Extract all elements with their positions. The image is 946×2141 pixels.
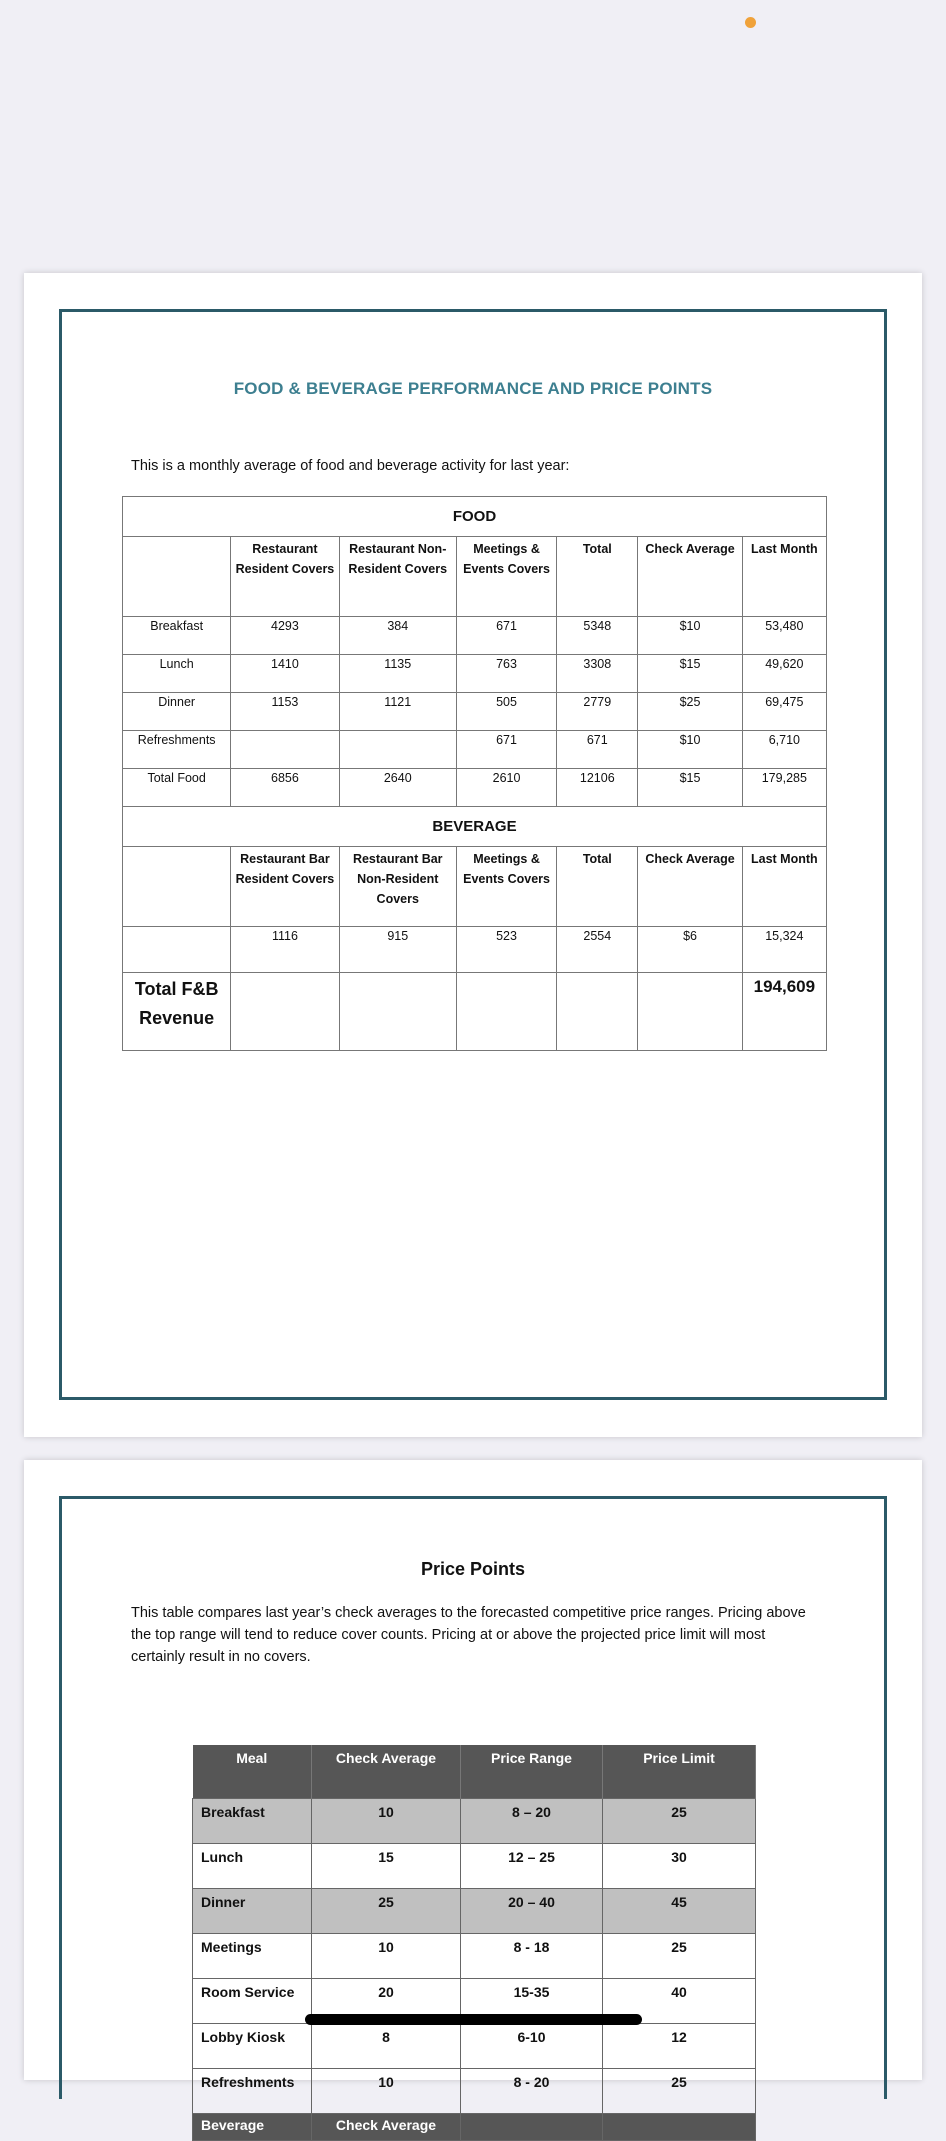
table-cell: 1410 xyxy=(231,655,339,693)
empty-header-cell xyxy=(123,847,231,927)
price-range-cell: 12 – 25 xyxy=(461,1844,603,1889)
table-row xyxy=(193,2024,756,2069)
column-header: Last Month xyxy=(742,847,826,927)
total-revenue-row xyxy=(123,973,827,1051)
beverage-header-row xyxy=(123,847,827,927)
row-label xyxy=(123,927,231,973)
meal-cell: Meetings xyxy=(193,1934,312,1979)
table-cell xyxy=(339,973,456,1051)
column-header: Restaurant Bar Resident Covers xyxy=(231,847,339,927)
price-limit-cell: 25 xyxy=(603,1934,756,1979)
table-row xyxy=(193,1934,756,1979)
column-header: Meal xyxy=(193,1745,312,1799)
table-cell: 1121 xyxy=(339,693,456,731)
table-cell: 2779 xyxy=(557,693,638,731)
price-points-intro: This table compares last year’s check averages to the forecasted competitive price ranges. Pricing above the top range will tend to reduce cover counts. Pricing at or above the projected price limit will most certainly result in no covers. xyxy=(131,1605,806,1665)
food-section-header: FOOD xyxy=(123,497,827,537)
table-cell xyxy=(456,973,556,1051)
table-cell: 1116 xyxy=(231,927,339,973)
empty-header-cell xyxy=(123,537,231,617)
table-cell: $15 xyxy=(638,655,742,693)
beverage-section-header: BEVERAGE xyxy=(123,807,827,847)
table-cell: $15 xyxy=(638,769,742,807)
column-header: Total xyxy=(557,847,638,927)
table-cell: $10 xyxy=(638,731,742,769)
table-cell: 523 xyxy=(456,927,556,973)
table-cell: $25 xyxy=(638,693,742,731)
meal-cell: Room Service xyxy=(193,1979,312,2024)
table-cell xyxy=(557,973,638,1051)
price-limit-cell: 25 xyxy=(603,1799,756,1844)
column-header: Check Average xyxy=(312,1745,461,1799)
table-cell: 671 xyxy=(557,731,638,769)
check-average-cell: 20 xyxy=(312,1979,461,2024)
page-border xyxy=(59,309,887,1400)
column-header: Check Average xyxy=(638,847,742,927)
price-range-cell: 8 - 18 xyxy=(461,1934,603,1979)
table-row xyxy=(193,2069,756,2114)
column-header: Price Range xyxy=(461,1745,603,1799)
document-page-2 xyxy=(24,1460,922,2133)
price-limit-cell: 30 xyxy=(603,1844,756,1889)
total-revenue-label: Total F&B Revenue xyxy=(123,973,231,1051)
price-limit-cell: 12 xyxy=(603,2024,756,2069)
table-row xyxy=(123,693,827,731)
table-cell: 15,324 xyxy=(742,927,826,973)
total-revenue-value: 194,609 xyxy=(742,973,826,1051)
row-label: Total Food xyxy=(123,769,231,807)
row-label: Breakfast xyxy=(123,617,231,655)
table-cell: 1135 xyxy=(339,655,456,693)
table-cell: 179,285 xyxy=(742,769,826,807)
check-average-cell: 8 xyxy=(312,2024,461,2069)
price-points-title: Price Points xyxy=(420,1559,526,1579)
table-row xyxy=(123,617,827,655)
empty-header-cell xyxy=(461,2114,603,2141)
meal-cell: Lunch xyxy=(193,1844,312,1889)
page-border xyxy=(59,1496,887,2133)
price-points-table xyxy=(192,1745,756,2141)
check-average-cell: 10 xyxy=(312,1799,461,1844)
meal-cell: Lobby Kiosk xyxy=(193,2024,312,2069)
table-cell: 2610 xyxy=(456,769,556,807)
price-range-cell: 8 - 20 xyxy=(461,2069,603,2114)
price-points-header-row xyxy=(193,1745,756,1799)
table-cell: $10 xyxy=(638,617,742,655)
price-range-cell: 20 – 40 xyxy=(461,1889,603,1934)
column-header: Price Limit xyxy=(603,1745,756,1799)
fb-performance-table xyxy=(122,496,827,1051)
table-cell: 6856 xyxy=(231,769,339,807)
table-cell: 671 xyxy=(456,731,556,769)
table-cell: 69,475 xyxy=(742,693,826,731)
table-row-total-food xyxy=(123,769,827,807)
price-limit-cell: 45 xyxy=(603,1889,756,1934)
table-cell: 5348 xyxy=(557,617,638,655)
table-cell: 6,710 xyxy=(742,731,826,769)
table-cell: 2640 xyxy=(339,769,456,807)
beverage-row xyxy=(123,927,827,973)
table-cell: 671 xyxy=(456,617,556,655)
status-indicator-dot xyxy=(745,17,756,28)
table-cell: 49,620 xyxy=(742,655,826,693)
column-header: Total xyxy=(557,537,638,617)
document-title: FOOD & BEVERAGE PERFORMANCE AND PRICE POINTS xyxy=(233,379,713,398)
table-cell xyxy=(638,973,742,1051)
table-cell: 4293 xyxy=(231,617,339,655)
table-cell: 384 xyxy=(339,617,456,655)
column-header: Last Month xyxy=(742,537,826,617)
check-average-cell: 10 xyxy=(312,1934,461,1979)
meal-cell: Refreshments xyxy=(193,2069,312,2114)
column-header: Restaurant Bar Non-Resident Covers xyxy=(339,847,456,927)
check-average-cell: 10 xyxy=(312,2069,461,2114)
meal-cell: Breakfast xyxy=(193,1799,312,1844)
table-cell: 2554 xyxy=(557,927,638,973)
check-average-cell: 25 xyxy=(312,1889,461,1934)
price-range-cell: 6-10 xyxy=(461,2024,603,2069)
table-row xyxy=(123,655,827,693)
row-label: Lunch xyxy=(123,655,231,693)
home-indicator-bar[interactable] xyxy=(305,2014,642,2025)
column-header: Meetings & Events Covers xyxy=(456,847,556,927)
column-header: Restaurant Resident Covers xyxy=(231,537,339,617)
price-range-cell: 15-35 xyxy=(461,1979,603,2024)
check-average-cell: 15 xyxy=(312,1844,461,1889)
table-row xyxy=(193,1799,756,1844)
table-row xyxy=(123,731,827,769)
beverage-header-cell: Beverage xyxy=(193,2114,312,2141)
meal-cell: Dinner xyxy=(193,1889,312,1934)
table-cell: 3308 xyxy=(557,655,638,693)
table-cell: 12106 xyxy=(557,769,638,807)
table-cell xyxy=(339,731,456,769)
column-header: Restaurant Non-Resident Covers xyxy=(339,537,456,617)
table-cell xyxy=(231,731,339,769)
intro-text: This is a monthly average of food and beverage activity for last year: xyxy=(131,458,570,474)
table-row xyxy=(193,1889,756,1934)
price-limit-cell: 25 xyxy=(603,2069,756,2114)
column-header: Meetings & Events Covers xyxy=(456,537,556,617)
price-range-cell: 8 – 20 xyxy=(461,1799,603,1844)
column-header: Check Average xyxy=(638,537,742,617)
document-page-1 xyxy=(24,273,922,1437)
table-cell: 505 xyxy=(456,693,556,731)
table-cell xyxy=(231,973,339,1051)
table-cell: 1153 xyxy=(231,693,339,731)
row-label: Dinner xyxy=(123,693,231,731)
food-header-row xyxy=(123,537,827,617)
table-row xyxy=(193,1844,756,1889)
table-cell: 53,480 xyxy=(742,617,826,655)
beverage-header-row xyxy=(193,2114,756,2141)
table-cell: $6 xyxy=(638,927,742,973)
empty-header-cell xyxy=(603,2114,756,2141)
table-cell: 763 xyxy=(456,655,556,693)
row-label: Refreshments xyxy=(123,731,231,769)
table-cell: 915 xyxy=(339,927,456,973)
check-average-header-cell: Check Average xyxy=(312,2114,461,2141)
price-limit-cell: 40 xyxy=(603,1979,756,2024)
